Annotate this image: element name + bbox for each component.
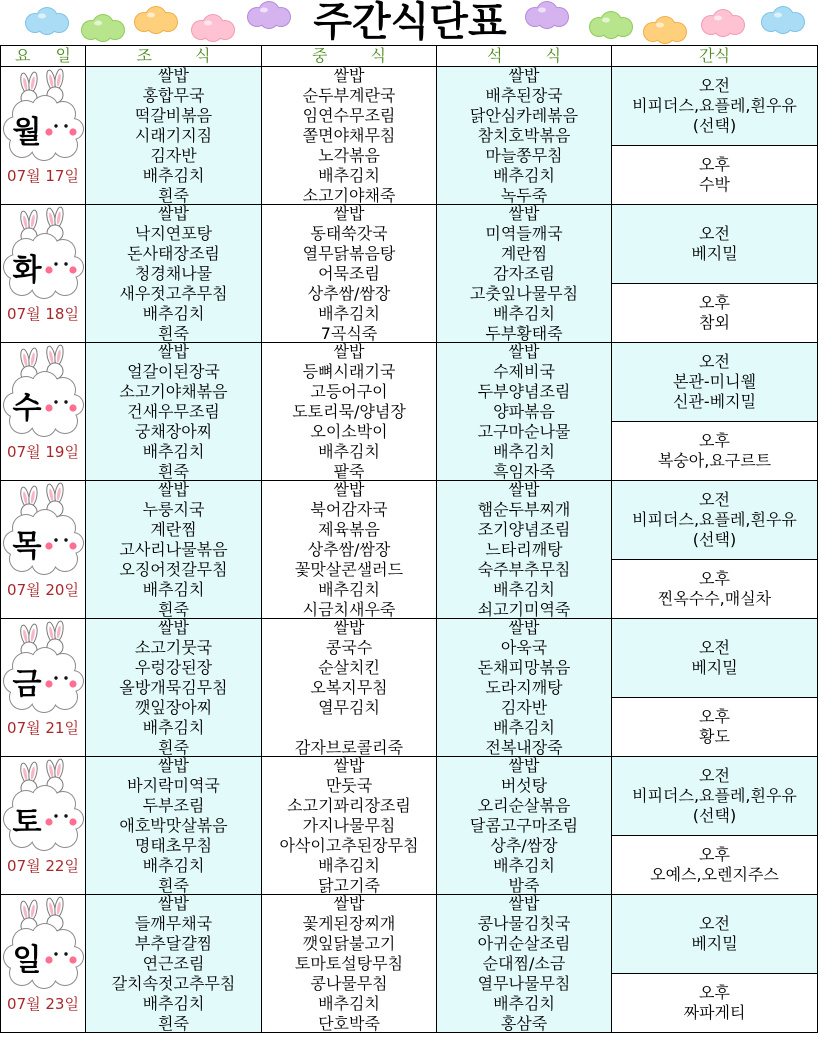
day-letter: 월 xyxy=(12,115,42,150)
page-title: 주간식단표 xyxy=(313,0,507,45)
menu-item: 동태쑥갓국 xyxy=(310,224,388,243)
header-day: 요 일 xyxy=(1,46,86,67)
snack-item: 베지밀 xyxy=(691,244,738,263)
menu-item: 오이소박이 xyxy=(310,422,388,441)
menu-item: 순두부계란국 xyxy=(302,86,396,105)
menu-item: 배추김치 xyxy=(318,442,380,461)
menu-item: 연근조림 xyxy=(142,954,205,973)
lunch-menu xyxy=(262,757,437,895)
eye-icon xyxy=(64,538,67,541)
menu-item: 가지나물무침 xyxy=(302,816,396,835)
menu-item: 흰죽 xyxy=(158,462,189,481)
menu-item: 고등어구이 xyxy=(310,382,388,401)
menu-item xyxy=(262,718,436,738)
menu-item: 쌀밥 xyxy=(333,67,365,85)
lunch-menu xyxy=(262,895,437,1033)
menu-item: 도라지깨탕 xyxy=(485,678,563,697)
snack-item: (선택) xyxy=(692,116,737,135)
menu-item: 밤죽 xyxy=(508,876,540,895)
eye-icon xyxy=(54,262,57,265)
menu-item: 두부황태죽 xyxy=(485,324,563,343)
menu-item: 등뼈시래기국 xyxy=(302,362,396,381)
menu-item: 쇠고기미역죽 xyxy=(477,600,571,619)
menu-item: 오리순살볶음 xyxy=(477,796,571,815)
breakfast-menu xyxy=(86,481,262,619)
cheek-icon xyxy=(45,542,52,549)
lunch-menu xyxy=(262,205,437,343)
snack-time-label: 오후 xyxy=(699,431,730,450)
menu-item: 흰죽 xyxy=(158,600,189,619)
snack-afternoon xyxy=(612,422,817,480)
snack-item: 참외 xyxy=(699,313,730,332)
menu-item: 쫄면야채무침 xyxy=(302,126,396,145)
breakfast-menu xyxy=(86,67,262,205)
menu-item: 흰죽 xyxy=(158,738,189,757)
snack-menu xyxy=(612,619,818,757)
menu-item: 계란찜 xyxy=(150,520,197,539)
cheek-icon xyxy=(69,542,76,549)
menu-item: 깻잎장아찌 xyxy=(134,698,213,717)
snack-item: (선택) xyxy=(692,530,737,549)
bunny-cloud-illustration xyxy=(1,343,85,443)
menu-item: 시래기지짐 xyxy=(134,126,213,145)
menu-item: 배추김치 xyxy=(318,856,380,875)
dinner-menu xyxy=(437,205,612,343)
menu-item: 떡갈비볶음 xyxy=(134,106,213,125)
dinner-menu xyxy=(437,895,612,1033)
menu-item: 상추쌈/쌈장 xyxy=(307,284,391,303)
menu-item: 흰죽 xyxy=(158,186,189,205)
snack-time-label: 오전 xyxy=(699,914,730,933)
breakfast-menu xyxy=(86,343,262,481)
lunch-menu xyxy=(262,619,437,757)
dinner-menu xyxy=(437,481,612,619)
menu-item: 소고기야채죽 xyxy=(302,186,396,205)
menu-item: 두부양념조림 xyxy=(477,382,571,401)
snack-item: 짜파게티 xyxy=(683,1003,746,1022)
menu-item: 배추김치 xyxy=(493,166,555,185)
snack-time-label: 오전 xyxy=(699,638,730,657)
snack-morning xyxy=(612,757,817,836)
menu-item: 쌀밥 xyxy=(508,205,540,223)
menu-item: 돈채피망볶음 xyxy=(477,658,571,677)
menu-item: 배추김치 xyxy=(493,856,555,875)
menu-item: 쌀밥 xyxy=(333,619,365,637)
snack-item: 복숭아,요구르트 xyxy=(657,451,772,470)
snack-time-label: 오후 xyxy=(699,983,730,1002)
menu-item: 배추김치 xyxy=(318,166,380,185)
eye-icon xyxy=(54,676,57,679)
menu-item: 홍삼죽 xyxy=(500,1014,548,1033)
header-breakfast: 조 식 xyxy=(86,46,262,67)
snack-item: 베지밀 xyxy=(691,658,738,677)
date-label: 07월 23일 xyxy=(7,995,79,1013)
menu-item: 버섯탕 xyxy=(500,776,548,795)
menu-item: 달콤고구마조림 xyxy=(469,816,579,835)
snack-item: 베지밀 xyxy=(691,934,738,953)
lunch-menu xyxy=(262,343,437,481)
menu-item: 배추김치 xyxy=(142,856,205,875)
menu-item: 상추쌈/쌈장 xyxy=(307,540,391,559)
menu-item: 만둣국 xyxy=(325,776,373,795)
day-letter: 화 xyxy=(12,253,42,288)
menu-item: 쌀밥 xyxy=(158,343,189,361)
snack-afternoon xyxy=(612,560,817,618)
menu-item: 아귀순살조림 xyxy=(477,934,571,953)
menu-item: 숙주부추무침 xyxy=(477,560,571,579)
bunny-cloud-illustration xyxy=(1,205,85,305)
eye-icon xyxy=(64,952,67,955)
menu-item: 건새우무조림 xyxy=(127,402,220,421)
snack-item: 수박 xyxy=(699,175,730,194)
menu-item: 오징어젓갈무침 xyxy=(119,560,228,579)
snack-item: 오예스,오렌지주스 xyxy=(650,865,779,884)
day-letter: 금 xyxy=(12,667,42,702)
snack-morning xyxy=(612,343,817,422)
date-label: 07월 18일 xyxy=(7,305,79,323)
menu-item: 닭안심카레볶음 xyxy=(469,106,579,125)
menu-item: 배추김치 xyxy=(493,580,555,599)
breakfast-menu xyxy=(86,757,262,895)
menu-item: 조기양념조림 xyxy=(477,520,571,539)
menu-item: 토마토설탕무침 xyxy=(294,954,404,973)
snack-menu xyxy=(612,481,818,619)
menu-item: 순살치킨 xyxy=(318,658,380,677)
menu-item: 쌀밥 xyxy=(158,67,189,85)
day-letter: 목 xyxy=(12,529,42,564)
snack-afternoon xyxy=(612,974,817,1032)
menu-item: 배추김치 xyxy=(318,580,380,599)
breakfast-menu xyxy=(86,205,262,343)
menu-item: 양파볶음 xyxy=(493,402,555,421)
menu-item: 수제비국 xyxy=(493,362,555,381)
snack-time-label: 오전 xyxy=(699,76,730,95)
menu-item: 쌀밥 xyxy=(333,895,365,913)
snack-item: 비피더스,요플레,흰우유 xyxy=(632,510,797,529)
menu-item: 흰죽 xyxy=(158,1014,189,1033)
cheek-icon xyxy=(69,680,76,687)
eye-icon xyxy=(54,814,57,817)
cheek-icon xyxy=(69,956,76,963)
day-cell xyxy=(1,895,86,1033)
menu-item: 단호박죽 xyxy=(318,1014,380,1033)
cheek-icon xyxy=(69,266,76,273)
snack-time-label: 오전 xyxy=(699,766,730,785)
eye-icon xyxy=(54,400,57,403)
menu-item: 배추김치 xyxy=(142,580,205,599)
snack-afternoon xyxy=(612,836,817,894)
menu-item: 쌀밥 xyxy=(333,205,365,223)
snack-time-label: 오전 xyxy=(699,224,730,243)
menu-item: 흰죽 xyxy=(158,324,189,343)
dinner-menu xyxy=(437,757,612,895)
breakfast-menu xyxy=(86,619,262,757)
menu-item: 배추김치 xyxy=(142,994,205,1013)
menu-item: 김자반 xyxy=(500,698,548,717)
cheek-icon xyxy=(45,956,52,963)
menu-item: 마늘쫑무침 xyxy=(485,146,563,165)
eye-icon xyxy=(54,952,57,955)
snack-menu xyxy=(612,895,818,1033)
menu-item: 배추김치 xyxy=(142,304,205,323)
bunny-cloud-illustration xyxy=(1,619,85,719)
menu-item: 김자반 xyxy=(150,146,197,165)
cheek-icon xyxy=(45,404,52,411)
breakfast-menu xyxy=(86,895,262,1033)
header-snack: 간식 xyxy=(612,46,818,67)
menu-item: 콩나물김칫국 xyxy=(477,914,571,933)
date-label: 07월 19일 xyxy=(7,443,79,461)
snack-time-label: 오후 xyxy=(699,569,730,588)
snack-afternoon xyxy=(612,698,817,756)
day-cell xyxy=(1,619,86,757)
snack-item: 비피더스,요플레,흰우유 xyxy=(632,96,797,115)
snack-item: (선택) xyxy=(692,806,737,825)
menu-item: 쌀밥 xyxy=(508,757,540,775)
menu-item: 녹두죽 xyxy=(500,186,548,205)
menu-item: 배추김치 xyxy=(493,304,555,323)
eye-icon xyxy=(64,814,67,817)
menu-item: 고구마순나물 xyxy=(477,422,571,441)
snack-item: 신관-베지밀 xyxy=(672,392,757,411)
menu-item: 쌀밥 xyxy=(508,67,540,85)
menu-item: 임연수무조림 xyxy=(302,106,396,125)
menu-item: 청경채나물 xyxy=(134,264,213,283)
day-cell xyxy=(1,67,86,205)
menu-item: 돈사태장조림 xyxy=(127,244,220,263)
weekly-menu-table xyxy=(0,45,818,1033)
menu-item: 쌀밥 xyxy=(158,619,189,637)
menu-item: 꽃맛살콘샐러드 xyxy=(294,560,404,579)
snack-afternoon xyxy=(612,146,817,204)
menu-item: 배추김치 xyxy=(142,442,205,461)
menu-item: 북어감자국 xyxy=(310,500,388,519)
menu-item: 쌀밥 xyxy=(333,343,365,361)
menu-item: 열무김치 xyxy=(318,698,380,717)
bunny-cloud-illustration xyxy=(1,481,85,581)
menu-item: 쌀밥 xyxy=(508,343,540,361)
menu-item: 배추김치 xyxy=(318,304,380,323)
menu-item: 순대찜/소금 xyxy=(482,954,566,973)
menu-item: 배추김치 xyxy=(142,166,205,185)
eye-icon xyxy=(64,676,67,679)
snack-morning xyxy=(612,481,817,560)
menu-item: 흑임자죽 xyxy=(493,462,555,481)
snack-morning xyxy=(612,895,817,974)
menu-item: 7곡식죽 xyxy=(320,324,378,343)
eye-icon xyxy=(64,262,67,265)
menu-item: 제육볶음 xyxy=(318,520,380,539)
snack-time-label: 오후 xyxy=(699,707,730,726)
menu-item: 들깨무채국 xyxy=(134,914,213,933)
menu-item: 홍합무국 xyxy=(142,86,205,105)
day-cell xyxy=(1,481,86,619)
snack-time-label: 오후 xyxy=(699,293,730,312)
eye-icon xyxy=(64,124,67,127)
header-dinner: 석 식 xyxy=(437,46,612,67)
menu-item: 참치호박볶음 xyxy=(477,126,571,145)
menu-item: 부추달걀찜 xyxy=(134,934,213,953)
menu-item: 느타리깨탕 xyxy=(485,540,563,559)
bunny-cloud-illustration xyxy=(1,67,85,167)
snack-time-label: 오후 xyxy=(699,845,730,864)
cheek-icon xyxy=(45,128,52,135)
menu-item: 새우젓고추무침 xyxy=(119,284,228,303)
cheek-icon xyxy=(45,266,52,273)
cheek-icon xyxy=(45,680,52,687)
cheek-icon xyxy=(69,818,76,825)
menu-item: 쌀밥 xyxy=(158,481,189,499)
menu-item: 명태초무침 xyxy=(134,836,213,855)
snack-item: 비피더스,요플레,흰우유 xyxy=(632,786,797,805)
snack-menu xyxy=(612,205,818,343)
menu-item: 아욱국 xyxy=(500,638,548,657)
day-letter: 수 xyxy=(12,391,42,426)
menu-item: 감자조림 xyxy=(493,264,555,283)
menu-item: 어묵조림 xyxy=(318,264,380,283)
date-label: 07월 22일 xyxy=(7,857,79,875)
menu-item: 쌀밥 xyxy=(333,481,365,499)
menu-item: 계란찜 xyxy=(500,244,548,263)
menu-item: 노각볶음 xyxy=(318,146,380,165)
menu-item: 흰죽 xyxy=(158,876,189,895)
snack-menu xyxy=(612,343,818,481)
menu-item: 애호박맛살볶음 xyxy=(119,816,228,835)
snack-time-label: 오전 xyxy=(699,490,730,509)
menu-item: 배추김치 xyxy=(493,442,555,461)
day-cell xyxy=(1,757,86,895)
menu-item: 깻잎닭불고기 xyxy=(302,934,396,953)
menu-item: 쌀밥 xyxy=(508,481,540,499)
menu-item: 햄순두부찌개 xyxy=(477,500,571,519)
menu-item: 궁채장아찌 xyxy=(134,422,213,441)
menu-item: 콩국수 xyxy=(325,638,373,657)
menu-item: 쌀밥 xyxy=(333,757,365,775)
menu-item: 쌀밥 xyxy=(158,757,189,775)
menu-item: 콩나물무침 xyxy=(310,974,388,993)
menu-item: 배추김치 xyxy=(142,718,205,737)
menu-item: 낙지연포탕 xyxy=(134,224,213,243)
date-label: 07월 20일 xyxy=(7,581,79,599)
snack-menu xyxy=(612,67,818,205)
snack-morning xyxy=(612,67,817,146)
menu-item: 전복내장죽 xyxy=(485,738,563,757)
snack-morning xyxy=(612,619,817,698)
menu-item: 얼갈이된장국 xyxy=(127,362,220,381)
menu-item: 아삭이고추된장무침 xyxy=(279,836,419,855)
menu-item: 소고기꽈리장조림 xyxy=(287,796,411,815)
cheek-icon xyxy=(69,128,76,135)
menu-item: 쌀밥 xyxy=(508,895,540,913)
menu-item: 고춧잎나물무침 xyxy=(469,284,579,303)
snack-time-label: 오전 xyxy=(699,352,730,371)
dinner-menu xyxy=(437,67,612,205)
menu-item: 쌀밥 xyxy=(158,895,189,913)
header-lunch: 중 식 xyxy=(262,46,437,67)
day-cell xyxy=(1,205,86,343)
menu-item: 소고기뭇국 xyxy=(134,638,213,657)
day-letter: 토 xyxy=(12,805,42,840)
snack-time-label: 오후 xyxy=(699,155,730,174)
dinner-menu xyxy=(437,343,612,481)
snack-afternoon xyxy=(612,284,817,342)
bunny-cloud-illustration xyxy=(1,757,85,857)
menu-item: 올방개묵김무침 xyxy=(119,678,228,697)
dinner-menu xyxy=(437,619,612,757)
menu-item: 배추된장국 xyxy=(485,86,563,105)
menu-item: 감자브로콜리죽 xyxy=(294,738,404,757)
lunch-menu xyxy=(262,481,437,619)
menu-item: 닭고기죽 xyxy=(318,876,380,895)
eye-icon xyxy=(54,124,57,127)
menu-item: 오복지무침 xyxy=(310,678,388,697)
cheek-icon xyxy=(45,818,52,825)
menu-item: 미역들깨국 xyxy=(485,224,563,243)
menu-item: 배추김치 xyxy=(493,718,555,737)
snack-morning xyxy=(612,205,817,284)
menu-item: 누룽지국 xyxy=(142,500,205,519)
eye-icon xyxy=(64,400,67,403)
snack-item: 황도 xyxy=(699,727,730,746)
menu-item: 열무닭볶음탕 xyxy=(302,244,396,263)
menu-item: 배추김치 xyxy=(493,994,555,1013)
menu-item: 열무나물무침 xyxy=(477,974,571,993)
cheek-icon xyxy=(69,404,76,411)
menu-item: 소고기야채볶음 xyxy=(119,382,228,401)
date-label: 07월 17일 xyxy=(7,167,79,185)
menu-item: 두부조림 xyxy=(142,796,205,815)
menu-item: 바지락미역국 xyxy=(127,776,220,795)
eye-icon xyxy=(54,538,57,541)
menu-item: 도토리묵/양념장 xyxy=(292,402,406,421)
menu-item: 시금치새우죽 xyxy=(302,600,396,619)
day-letter: 일 xyxy=(12,943,42,978)
menu-item: 팥죽 xyxy=(333,462,365,481)
menu-item: 고사리나물볶음 xyxy=(119,540,228,559)
date-label: 07월 21일 xyxy=(7,719,79,737)
menu-item: 상추/쌈장 xyxy=(490,836,558,855)
snack-item: 찐옥수수,매실차 xyxy=(657,589,772,608)
menu-item: 쌀밥 xyxy=(158,205,189,223)
bunny-cloud-illustration xyxy=(1,895,85,995)
menu-item: 쌀밥 xyxy=(508,619,540,637)
snack-menu xyxy=(612,757,818,895)
lunch-menu xyxy=(262,67,437,205)
day-cell xyxy=(1,343,86,481)
snack-item: 본관-미니웰 xyxy=(672,372,757,391)
menu-item: 우렁강된장 xyxy=(134,658,213,677)
menu-item: 갈치속젓고추무침 xyxy=(111,974,236,993)
menu-item: 꽃게된장찌개 xyxy=(302,914,396,933)
menu-item: 배추김치 xyxy=(318,994,380,1013)
